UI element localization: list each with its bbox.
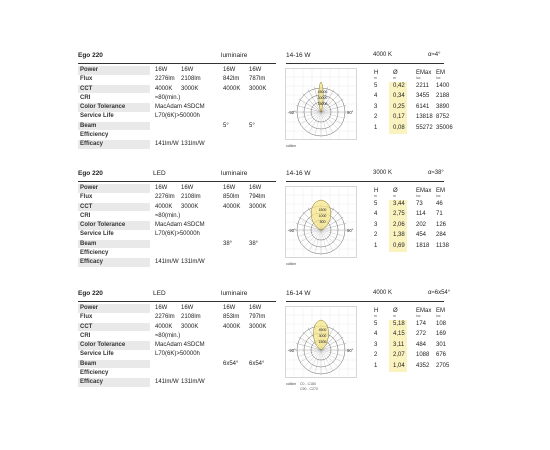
photometry-rule [286,63,444,64]
table-cell: 4 [374,331,378,338]
spec-value: 2276lm [155,314,175,321]
spec-row [78,258,276,267]
spec-value: 141lm/W [155,141,179,148]
header-unit: lux [416,76,421,80]
spec-label: Beam [78,360,150,369]
spec-label: Service Life [80,351,114,358]
spec-table [78,184,276,268]
header-unit: m [393,194,396,198]
spec-value: 16W [155,185,168,191]
legend-entry: C0 - C180 [300,382,316,386]
spec-row [78,75,276,84]
spec-value: 16W [249,67,262,73]
spec-value: L70(6K)>50000h [155,231,200,238]
spec-label: Efficacy [78,140,150,149]
spec-label: Beam [78,240,150,249]
table-cell: 1 [374,242,378,249]
legend-entry: C90 - C270 [300,386,318,391]
table-cell: 3 [374,221,378,228]
spec-row [78,112,276,121]
header-symbol: Ø [393,308,398,314]
spec-value: 2108lm [181,76,201,83]
spec-value: 3000K [181,323,199,330]
table-cell: 3,44 [393,201,405,207]
header-unit: lux [416,194,421,198]
spec-value: 131lm/W [181,141,205,148]
spec-value: 16W [181,67,194,73]
table-cell: 71 [436,211,443,218]
header-unit: lux [436,76,441,80]
spec-row [78,94,276,103]
spec-table [78,66,276,150]
spec-value: 853lm [223,314,240,321]
spec-value: 16W [249,305,262,311]
spec-label: Color Tolerance [78,341,150,350]
polar-value-label: 1500 [318,208,327,212]
spec-label: Power [78,66,150,75]
spec-value: 797lm [249,314,266,321]
photometry-title: 14-16 W [286,52,311,59]
section [0,170,550,300]
table-cell: 126 [436,221,447,228]
header-unit: m [393,314,396,318]
photometry-rule [286,181,444,182]
table-cell: 4,15 [393,331,405,338]
photometry-title: 16-14 W [286,290,311,297]
table-cell: 169 [436,331,447,338]
spec-value: MacAdam 4SDCM [155,222,205,229]
spec-row [78,350,276,359]
polar-svg [285,306,357,378]
table-cell: 4 [374,211,378,218]
header-symbol: EM [436,188,445,194]
spec-row [78,313,276,322]
table-cell: 0,17 [393,114,405,121]
polar-value-label: 45000 [317,90,328,94]
spec-value: 787lm [249,76,266,83]
spec-label: Flux [80,314,93,321]
spec-label: Power [78,304,150,313]
table-header [436,70,462,80]
header-symbol: EM [436,308,445,314]
spec-value: 16W [223,185,236,191]
spec-value: 16W [223,67,236,73]
header-symbol: Ø [393,188,398,194]
spec-label: CRI [80,94,91,101]
table-cell: 0,08 [393,124,405,131]
table-cell: 301 [436,341,447,348]
table-cell: 2211 [416,83,429,89]
spec-label: Power [78,184,150,193]
spec-row [78,341,276,350]
table-cell: 5 [374,201,378,207]
spec-value: 16W [155,67,168,73]
spec-label: CCT [78,85,150,94]
header-rule [78,301,276,302]
table-cell: 5 [374,321,378,327]
spec-row [78,304,276,313]
spec-row [78,360,276,369]
spec-label: Service Life [80,231,114,238]
table-cell: 6141 [416,103,430,110]
angle-label-left: -90° [288,228,296,233]
polar-unit-label: cd/klm [286,144,297,148]
spec-value: 4000K [155,203,173,210]
header-unit: lux [416,314,421,318]
angle-label-right: 90° [347,348,354,353]
photometry-title: 14-16 W [286,170,311,177]
luminaire-column-header: luminaire [221,290,248,297]
spec-value: MacAdam 4SDCM [155,342,205,349]
spec-value: 16W [155,305,168,311]
spec-value: 38° [223,240,233,247]
table-cell: 676 [436,352,447,359]
spec-row [78,378,276,387]
spec-row [78,212,276,221]
spec-value: ≈80(min.) [155,212,181,219]
table-cell: 0,34 [393,93,405,100]
spec-value: 794lm [249,194,266,201]
spec-value: 4000K [155,85,173,92]
led-column-header: LED [153,290,166,297]
spec-row [78,221,276,230]
spec-value: 141lm/W [155,379,179,386]
table-header [436,308,462,318]
section [0,290,550,420]
table-cell: 0,25 [393,103,405,110]
polar-legend [300,382,318,391]
spec-value: 2276lm [155,194,175,201]
spec-value: 16W [223,305,236,311]
spec-value: 131lm/W [181,379,205,386]
spec-value: 3000K [181,85,199,92]
spec-value: L70(6K)>50000h [155,351,200,358]
spec-row [78,66,276,75]
spec-value: L70(6K)>50000h [155,113,200,120]
table-cell: 454 [416,232,427,239]
table-cell: 0,69 [393,242,405,249]
table-header [436,188,462,198]
photometry-cct: 3000 K [373,170,393,176]
table-cell: 35006 [436,124,453,131]
spec-value: 3000K [249,85,267,92]
table-cell: 1818 [416,242,430,249]
spec-value: 6x54° [249,360,265,367]
spec-table [78,304,276,388]
table-cell: 2 [374,114,378,121]
spec-value: 16W [249,185,262,191]
table-cell: 5 [374,83,378,89]
table-cell: 2,75 [393,211,405,218]
spec-value: 4000K [223,323,241,330]
spec-label: Efficiency [80,370,109,377]
polar-value-label: 1500 [318,340,327,344]
polar-value-label: 500 [319,220,326,224]
spec-value: 38° [249,240,259,247]
spec-value: 16W [181,185,194,191]
polar-diagram [285,68,357,140]
polar-value-label: 15000 [317,102,328,106]
photometry-beam-angle: α≈6x54° [428,290,451,296]
table-cell: 174 [416,321,427,327]
polar-svg [285,186,357,258]
header-symbol: EMax [416,70,432,76]
spec-label: CRI [80,332,91,339]
spec-value: 4000K [155,323,173,330]
header-symbol: EMax [416,308,432,314]
spec-label: Beam [78,122,150,131]
table-cell: 484 [416,341,427,348]
spec-value: 16W [181,305,194,311]
header-unit: lux [436,314,441,318]
table-cell: 1400 [436,83,450,89]
spec-value: 5° [249,122,255,129]
spec-value: MacAdam 4SDCM [155,104,205,111]
table-cell: 1138 [436,242,449,249]
spec-label: Color Tolerance [78,103,150,112]
spec-value: ≈80(min.) [155,332,181,339]
spec-value: 2276lm [155,76,175,83]
table-cell: 8752 [436,114,450,121]
spec-row [78,240,276,249]
header-symbol: H [374,188,379,194]
table-cell: 202 [416,221,427,228]
spec-row [78,193,276,202]
table-cell: 0,42 [393,83,405,89]
header-unit: m [374,314,377,318]
spec-value: ≈80(min.) [155,94,181,101]
photometry-rule [286,301,444,302]
table-cell: 1 [374,124,378,131]
table-cell: 2,07 [393,352,405,359]
spec-row [78,332,276,341]
header-symbol: H [374,70,379,76]
spec-value: 850lm [223,194,240,201]
spec-label: Color Tolerance [78,221,150,230]
table-cell: 284 [436,232,447,239]
spec-value: 141lm/W [155,259,179,266]
spec-row [78,140,276,149]
spec-value: 2108lm [181,314,201,321]
spec-row [78,131,276,140]
table-cell: 2 [374,352,378,359]
header-symbol: Ø [393,70,398,76]
spec-value: 6x54° [223,360,239,367]
photometry-cct: 4000 K [373,52,393,58]
table-cell: 3 [374,341,378,348]
table-cell: 2705 [436,362,450,369]
table-cell: 108 [436,321,447,327]
table-cell: 3,11 [393,341,405,348]
table-cell: 73 [416,201,423,207]
spec-row [78,184,276,193]
header-unit: m [374,194,377,198]
spec-row [78,103,276,112]
spec-row [78,323,276,332]
header-unit: lux [436,194,441,198]
spec-value: 4000K [223,85,241,92]
table-cell: 1088 [416,352,430,359]
polar-value-label: 1000 [318,214,327,218]
angle-label-left: -90° [288,348,296,353]
spec-label: CCT [78,203,150,212]
table-cell: 13818 [416,114,433,121]
spec-value: 5° [223,122,229,129]
photometry-beam-angle: α≈38° [428,170,444,176]
angle-label-left: -90° [288,110,296,115]
spec-value: 842lm [223,76,240,83]
table-cell: 46 [436,201,443,207]
led-column-header: LED [153,170,166,177]
table-cell: 2188 [436,93,450,100]
angle-label-right: 90° [347,228,354,233]
table-cell: 114 [416,211,426,218]
table-cell: 1,04 [393,362,405,369]
header-rule [78,181,276,182]
table-cell: 1 [374,362,378,369]
spec-label: Service Life [80,113,114,120]
spec-row [78,122,276,131]
spec-label: Flux [80,194,93,201]
table-cell: 2 [374,232,378,239]
spec-label: Efficacy [78,258,150,267]
spec-label: CCT [78,323,150,332]
polar-value-label: 30000 [317,96,328,100]
spec-row [78,203,276,212]
spec-label: Efficacy [78,378,150,387]
polar-unit-label: cd/klm [286,262,297,266]
table-cell: 5,18 [393,321,405,327]
spec-value: 131lm/W [181,259,205,266]
table-cell: 55272 [416,124,433,131]
polar-diagram [285,306,357,378]
header-symbol: H [374,308,379,314]
polar-diagram [285,186,357,258]
polar-unit-label: cd/klm [286,382,297,386]
spec-label: Efficiency [80,250,109,257]
polar-svg [285,68,357,140]
table-cell: 4352 [416,362,430,369]
spec-label: Efficiency [80,132,109,139]
header-symbol: EMax [416,188,432,194]
polar-value-label: 4500 [318,328,327,332]
angle-label-right: 90° [347,110,354,115]
photometry-cct: 4000 K [373,290,393,296]
header-rule [78,63,276,64]
spec-row [78,369,276,378]
header-unit: m [374,76,377,80]
spec-value: 2108lm [181,194,201,201]
model-name: Ego 220 [78,170,103,177]
spec-row [78,85,276,94]
spec-value: 3000K [249,323,267,330]
polar-value-label: 3000 [318,334,327,338]
table-cell: 4 [374,93,378,100]
spec-value: 4000K [223,203,241,210]
spec-row [78,249,276,258]
table-cell: 3455 [416,93,430,100]
table-cell: 3890 [436,103,450,110]
table-cell: 1,38 [393,232,405,239]
table-cell: 3 [374,103,378,110]
model-name: Ego 220 [78,52,103,59]
spec-row [78,230,276,239]
spec-value: 3000K [249,203,267,210]
photometry-beam-angle: α≈4° [428,52,441,58]
spec-label: CRI [80,212,91,219]
table-cell: 2,06 [393,221,405,228]
spec-value: 3000K [181,203,199,210]
spec-label: Flux [80,76,93,83]
luminaire-column-header: luminaire [221,170,248,177]
header-unit: m [393,76,396,80]
table-cell: 272 [416,331,427,338]
header-symbol: EM [436,70,445,76]
section [0,52,550,182]
model-name: Ego 220 [78,290,103,297]
luminaire-column-header: luminaire [221,52,248,59]
